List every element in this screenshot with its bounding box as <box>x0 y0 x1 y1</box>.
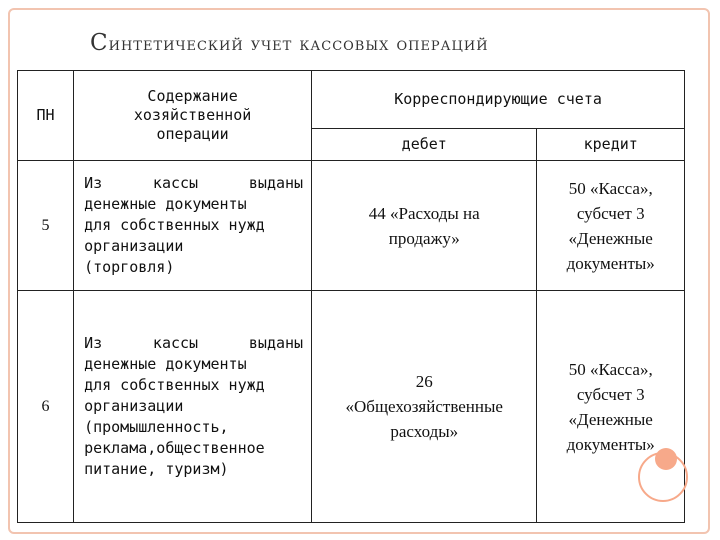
header-accounts-label: Корреспондирующие счета <box>394 90 602 108</box>
header-credit-label: кредит <box>583 135 638 153</box>
row-content-line: организации <box>84 237 184 255</box>
header-debit <box>312 129 537 161</box>
header-content-line: Содержание <box>147 87 238 105</box>
row-debit <box>312 291 537 523</box>
row-content-line: для собственных нужд <box>84 376 265 394</box>
row-debit-line: 26 <box>415 372 433 391</box>
row-credit-line: документы» <box>566 434 655 454</box>
row-debit-line: расходы» <box>390 422 459 441</box>
row-content-line: организации <box>84 397 184 415</box>
row-content-line: Из кассы выданы <box>84 334 304 352</box>
row-content-line: Из кассы выданы <box>84 174 304 192</box>
title-rest: интетический учет кассовых операций <box>108 33 489 55</box>
header-content <box>74 71 312 161</box>
row-credit-line: субсчет 3 <box>576 384 645 404</box>
row-content-line: реклама,общественное <box>84 439 265 457</box>
row-pn <box>18 291 74 523</box>
header-content-line: хозяйственной <box>133 106 252 124</box>
slide-title <box>90 30 690 56</box>
row-content-line: питание, туризм) <box>84 460 229 478</box>
row-credit-line: документы» <box>566 253 655 273</box>
table-row <box>18 161 685 291</box>
row-credit <box>537 161 685 291</box>
header-credit <box>537 129 685 161</box>
title-first-letter: С <box>90 30 109 56</box>
row-credit-line: «Денежные <box>568 228 653 248</box>
row-content-line: (промышленность, <box>84 418 229 436</box>
header-content-line: операции <box>156 125 229 143</box>
row-content-line: денежные документы <box>84 195 247 213</box>
row-debit-line: 44 «Расходы на <box>368 203 480 223</box>
row-content-line: для собственных нужд <box>84 216 265 234</box>
header-debit-label: дебет <box>401 135 447 153</box>
header-pn-label: ПН <box>36 106 55 124</box>
row-credit-line: 50 «Касса», <box>568 178 653 198</box>
row-credit-line: «Денежные <box>568 409 653 429</box>
row-debit <box>312 161 537 291</box>
header-pn <box>18 71 74 161</box>
row-debit-line: продажу» <box>388 228 460 248</box>
row-credit-line: субсчет 3 <box>576 203 645 223</box>
decorative-dot <box>655 448 677 470</box>
row-content-line: (торговля) <box>84 258 175 276</box>
header-accounts <box>312 71 685 129</box>
table-row <box>18 291 685 523</box>
row-pn-value: 6 <box>41 397 50 415</box>
row-pn-value: 5 <box>41 216 50 234</box>
row-debit-line: «Общехозяйственные <box>345 397 503 416</box>
row-content <box>74 161 312 291</box>
row-content <box>74 291 312 523</box>
header-row-1 <box>18 71 685 129</box>
operations-table <box>17 70 685 523</box>
row-pn <box>18 161 74 291</box>
row-credit-line: 50 «Касса», <box>568 359 653 379</box>
row-content-line: денежные документы <box>84 355 247 373</box>
